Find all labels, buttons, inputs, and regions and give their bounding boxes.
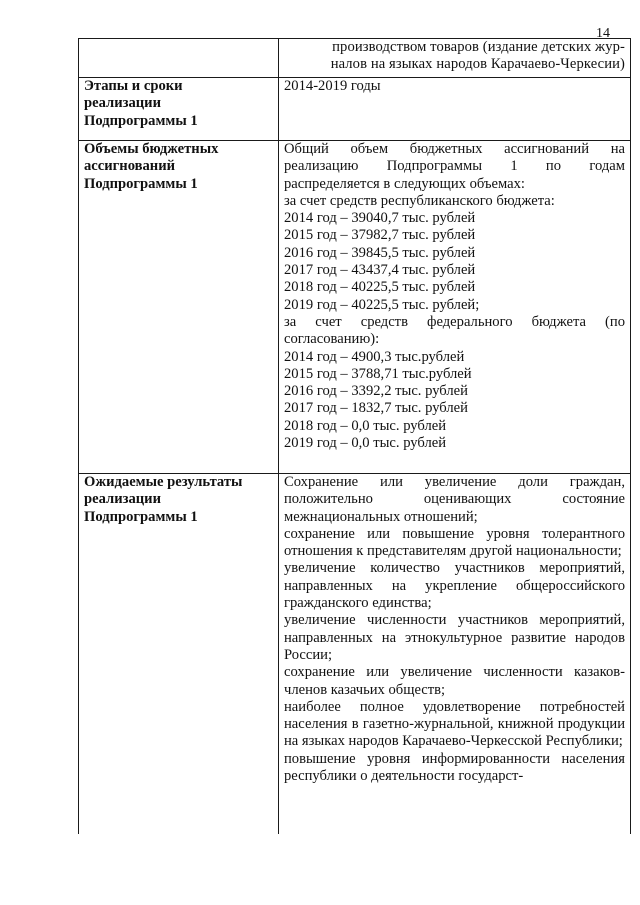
continuation-line: производством товаров (издание детских жур-: [332, 39, 625, 55]
results-label-line: реализации: [84, 491, 162, 508]
budget-intro: Общий объем бюджетных ассигнований на реализацию Подпрограммы 1 по годам распределяется в следующих объемах:: [284, 141, 625, 192]
results-value: [279, 474, 631, 835]
result-item: наиболее полное удовлетворение потребностей населения в газетно-журнальной, книжной продукции на языках народов Карачаево-Черкесской Республики;: [284, 698, 625, 750]
federal-year-line: 2017 год – 1832,7 тыс. рублей: [284, 400, 468, 417]
stages-label-line: Подпрограммы 1: [84, 112, 198, 129]
result-item: повышение уровня информированности населения республики о деятельности государст-: [284, 750, 625, 785]
table-row-budget: [79, 141, 631, 474]
table-row-continuation: [79, 39, 631, 78]
stages-label-line: реализации: [84, 95, 162, 112]
passport-table: [78, 38, 631, 834]
continuation-text: [279, 39, 631, 78]
budget-label-line: Подпрограммы 1: [84, 175, 198, 192]
federal-heading: за счет средств федерального бюджета (по согласованию):: [284, 313, 625, 348]
budget-label-line: Объемы бюджетных: [84, 141, 219, 157]
label-cell-empty: [79, 39, 279, 78]
budget-label: [79, 141, 279, 474]
federal-year-line: 2018 год – 0,0 тыс. рублей: [284, 417, 447, 434]
table-row-stages: [79, 78, 631, 141]
federal-year-line: 2019 год – 0,0 тыс. рублей: [284, 435, 447, 452]
republican-year-line: 2018 год – 40225,5 тыс. рублей: [284, 279, 476, 296]
federal-year-line: 2016 год – 3392,2 тыс. рублей: [284, 383, 468, 400]
republican-year-line: 2015 год – 37982,7 тыс. рублей: [284, 227, 476, 244]
results-label-line: Ожидаемые результаты: [84, 474, 243, 490]
result-item: увеличение количество участников мероприятий, направленных на укрепление общероссийского гражданского единства;: [284, 560, 625, 612]
continuation-line: налов на языках народов Карачаево-Черкесии): [330, 56, 625, 73]
budget-label-line: ассигнований: [84, 158, 176, 175]
republican-year-line: 2017 год – 43437,4 тыс. рублей: [284, 262, 476, 279]
stages-period: 2014-2019 годы: [284, 78, 381, 94]
budget-value: [279, 141, 631, 474]
stages-value: [279, 78, 631, 141]
results-label-line: Подпрограммы 1: [84, 508, 198, 525]
page-number: 14: [596, 26, 610, 41]
table-row-results: [79, 474, 631, 835]
result-item: сохранение или увеличение численности казаков-членов казачьих обществ;: [284, 664, 625, 698]
republican-heading: за счет средств республиканского бюджета:: [284, 192, 555, 209]
republican-year-line: 2016 год – 39845,5 тыс. рублей: [284, 244, 476, 261]
republican-year-line: 2019 год – 40225,5 тыс. рублей;: [284, 296, 480, 313]
result-item: увеличение численности участников мероприятий, направленных на этнокультурное развитие народов России;: [284, 612, 625, 663]
stages-label-line: Этапы и сроки: [84, 78, 183, 94]
results-label: [79, 474, 279, 835]
federal-year-line: 2014 год – 4900,3 тыс.рублей: [284, 348, 465, 365]
federal-year-line: 2015 год – 3788,71 тыс.рублей: [284, 365, 472, 382]
republican-year-line: 2014 год – 39040,7 тыс. рублей: [284, 210, 476, 227]
result-item: Сохранение или увеличение доли граждан, положительно оценивающих состояние межнациональных отношений;: [284, 474, 625, 525]
stages-label: [79, 78, 279, 141]
result-item: сохранение или повышение уровня толерантного отношения к представителям другой национальности;: [284, 525, 625, 560]
